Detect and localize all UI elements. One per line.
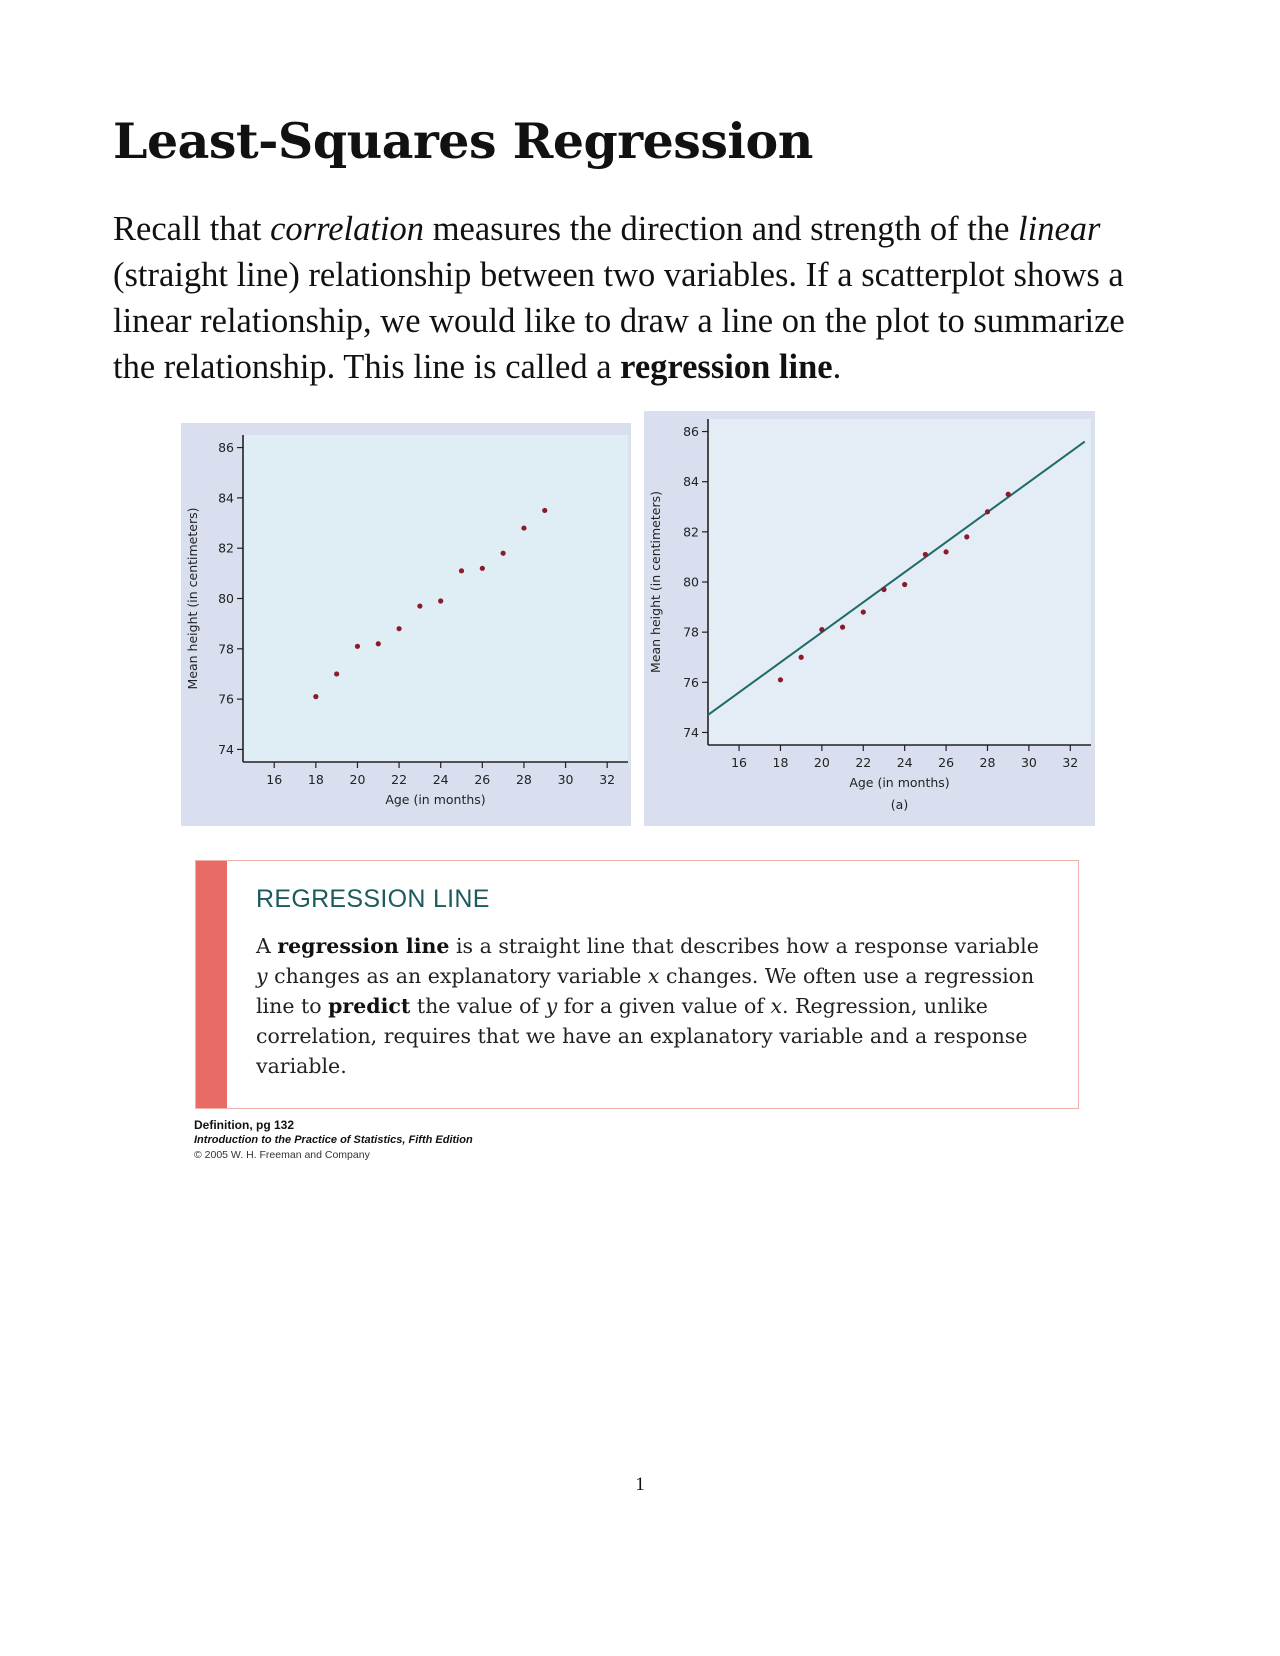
x-tick-label: 22: [391, 772, 408, 787]
x-axis-title: Age (in months): [849, 775, 950, 790]
definition-title: REGRESSION LINE: [256, 885, 490, 913]
intro-text-2: measures the direction and strength of the: [424, 210, 1019, 248]
y-tick-label: 86: [683, 424, 699, 440]
x-axis-title: Age (in months): [385, 792, 486, 807]
data-point: [943, 549, 948, 554]
def-var-y: y: [545, 994, 558, 1018]
x-tick-label: 16: [266, 772, 283, 787]
y-axis-title: Mean height (in centimeters): [185, 507, 200, 690]
def-text: . Regression, unlike correlation, requires that we have an explanatory variable and a response variable.: [256, 994, 1028, 1078]
data-point: [985, 509, 990, 514]
x-tick-label: 26: [938, 755, 955, 770]
y-tick-label: 82: [683, 524, 699, 540]
data-point: [521, 525, 526, 530]
def-var-y: y: [256, 964, 268, 988]
def-text: changes as an explanatory variable: [267, 964, 648, 988]
def-term-regression-line: regression line: [277, 934, 450, 958]
x-tick-label: 16: [731, 755, 748, 770]
data-point: [923, 552, 928, 557]
y-tick-label: 76: [683, 674, 699, 690]
chart-svg: [644, 411, 1095, 826]
credit-book-title: Introduction to the Practice of Statistics, Fifth Edition: [194, 1134, 473, 1146]
source-credit: [194, 1117, 473, 1163]
plot-area: [243, 435, 628, 762]
def-text: changes. We often use a regression line to: [256, 964, 1035, 1018]
y-tick-label: 86: [218, 440, 234, 456]
intro-emphasis-linear: linear: [1018, 210, 1101, 248]
plot-area: [708, 419, 1091, 745]
definition-accent-stripe: [196, 861, 227, 1108]
page-number: 1: [635, 1474, 645, 1495]
chart-caption: (a): [890, 797, 909, 812]
data-point: [355, 644, 360, 649]
y-tick-label: 74: [218, 741, 234, 757]
y-axis-title: Mean height (in centimeters): [648, 491, 663, 673]
data-point: [417, 603, 422, 608]
intro-text-4: .: [832, 348, 842, 386]
def-text: A: [256, 934, 278, 958]
regression-plot-figure: [644, 411, 1095, 826]
definition-body: [256, 931, 1046, 1081]
x-tick-label: 32: [599, 772, 616, 787]
page-title: Least-Squares Regression: [113, 112, 813, 170]
y-tick-label: 78: [218, 641, 234, 657]
y-tick-label: 84: [218, 490, 234, 506]
x-tick-label: 18: [307, 772, 324, 787]
x-tick-label: 22: [855, 755, 872, 770]
y-tick-label: 76: [218, 691, 234, 707]
x-tick-label: 28: [515, 772, 532, 787]
data-point: [1006, 492, 1011, 497]
x-tick-label: 24: [896, 755, 913, 770]
data-point: [313, 694, 318, 699]
x-tick-label: 20: [813, 755, 830, 770]
intro-emphasis-correlation: correlation: [270, 210, 425, 248]
data-point: [964, 534, 969, 539]
def-text: is a straight line that describes how a response variable: [449, 934, 1039, 958]
data-point: [396, 626, 401, 631]
y-tick-label: 78: [683, 624, 699, 640]
definition-box: [195, 860, 1079, 1109]
intro-strong-regression-line: regression line: [620, 348, 833, 386]
intro-text-3: (straight line) relationship between two variables. If a scatterplot shows a linear relationship, we would like to draw a line on the plot to summarize the relationship. This line is called a: [113, 256, 1125, 386]
data-point: [778, 677, 783, 682]
y-tick-label: 84: [683, 474, 699, 490]
y-tick-label: 74: [683, 724, 699, 740]
data-point: [438, 598, 443, 603]
x-tick-label: 20: [349, 772, 366, 787]
data-point: [861, 609, 866, 614]
y-tick-label: 80: [683, 574, 699, 590]
data-point: [819, 627, 824, 632]
def-term-predict: predict: [328, 994, 411, 1018]
chart-svg: [181, 423, 631, 826]
credit-definition-page: Definition, pg 132: [194, 1118, 295, 1132]
y-tick-label: 82: [218, 540, 234, 556]
credit-copyright: © 2005 W. H. Freeman and Company: [194, 1149, 370, 1161]
y-tick-label: 80: [218, 591, 234, 606]
x-tick-label: 32: [1062, 755, 1079, 770]
x-tick-label: 18: [772, 755, 789, 770]
data-point: [480, 566, 485, 571]
x-tick-label: 30: [1020, 755, 1037, 770]
data-point: [459, 568, 464, 573]
data-point: [334, 671, 339, 676]
x-tick-label: 26: [474, 772, 491, 787]
scatterplot-figure: [181, 423, 631, 826]
def-text: the value of: [410, 994, 546, 1018]
data-point: [840, 625, 845, 630]
def-var-x: x: [647, 964, 660, 988]
data-point: [376, 641, 381, 646]
x-tick-label: 28: [979, 755, 996, 770]
data-point: [799, 655, 804, 660]
intro-paragraph: [113, 206, 1173, 390]
intro-text-1: Recall that: [113, 210, 271, 248]
def-var-x: x: [770, 994, 783, 1018]
data-point: [542, 508, 547, 513]
x-tick-label: 24: [432, 772, 449, 787]
data-point: [881, 587, 886, 592]
data-point: [902, 582, 907, 587]
data-point: [501, 551, 506, 556]
x-tick-label: 30: [557, 772, 574, 787]
def-text: for a given value of: [557, 994, 771, 1018]
